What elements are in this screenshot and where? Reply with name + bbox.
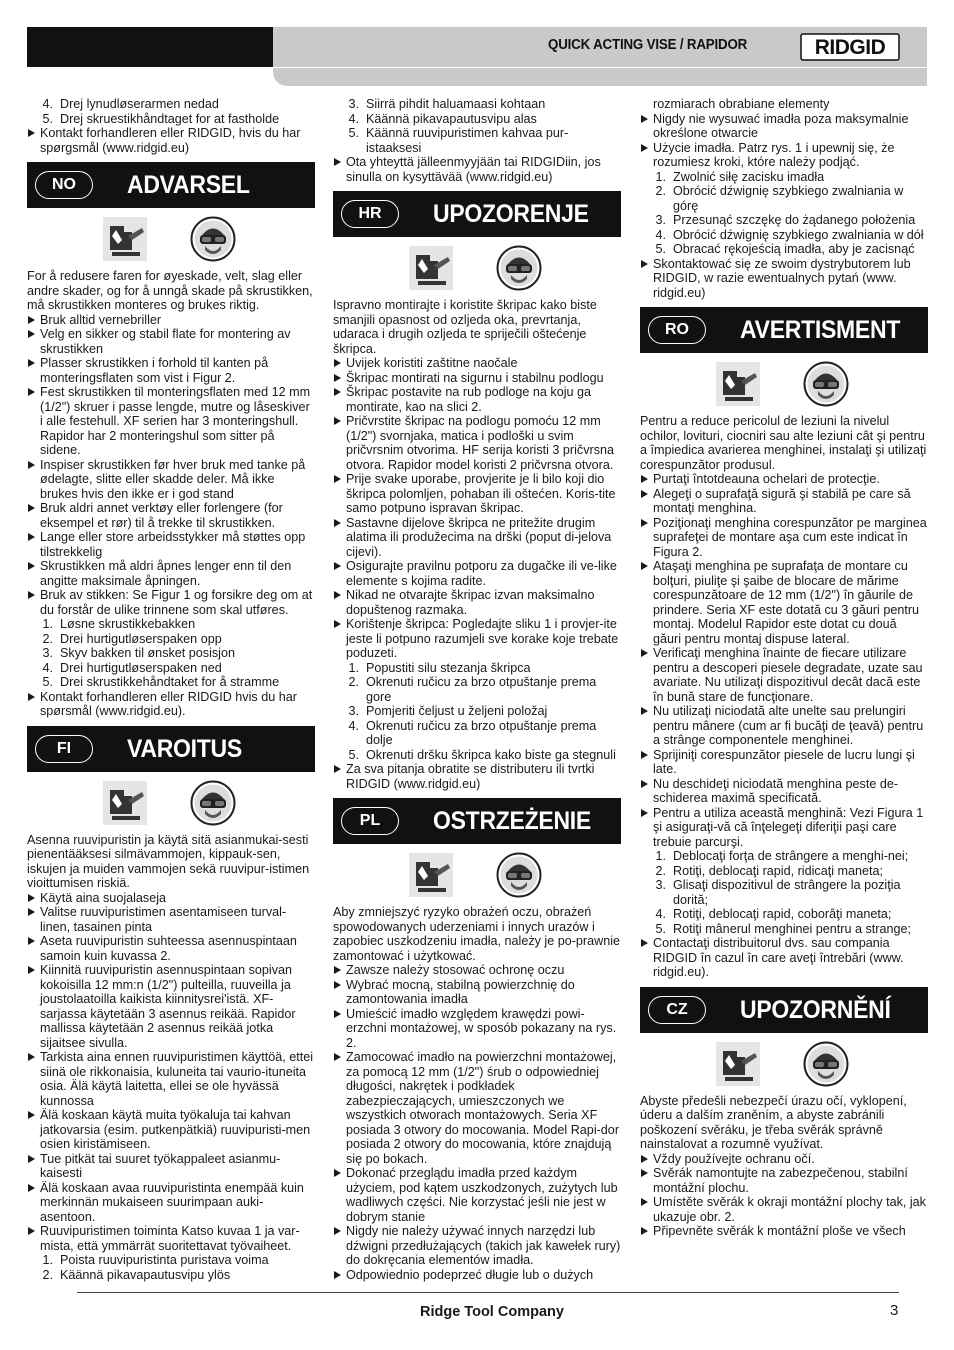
- bullet-item: Plasser skrustikken i forhold til kanten på monteringsflaten som vist i Figur 2.: [27, 356, 315, 385]
- bullet-item: Skontaktować się ze swoim dystrybutorem lub RIDGID, w razie ewentualnych pytań (www. ridgid.eu): [640, 257, 928, 301]
- paragraph: rozmiarach obrabiane elementy: [653, 97, 830, 111]
- bullet-item: Kontakt forhandleren eller RIDGID, hvis du har spørgsmål (www.ridgid.eu): [27, 126, 315, 155]
- safety-icons-row: [333, 850, 621, 902]
- vise-hand-warning-icon: [102, 216, 148, 262]
- numbered-step: [333, 704, 621, 719]
- header-black-block: [27, 27, 273, 67]
- step-text: Przesunąć szczękę do żądanego położenia: [673, 213, 916, 227]
- paragraph: Abyste předešli nebezpečí úrazu očí, vyklopení, úderu a dalším zraněním, a abyste zabránili poškození svěráku, je třeba svěrák správně nainstalovat a rozumně využívat.: [640, 1093, 907, 1151]
- bullet-item: Svěrák namontujte na zabezpečenou, stabilní montážní plochu.: [640, 1166, 928, 1195]
- step-text: Drej lynudløserarmen nedad: [60, 97, 219, 111]
- numbered-step: [640, 242, 928, 257]
- warning-section-bar: [27, 162, 315, 208]
- footer-company: Ridge Tool Company: [420, 1304, 564, 1320]
- safety-icons-row: [640, 359, 928, 411]
- ridgid-logo: [800, 33, 900, 61]
- numbered-step: [333, 97, 621, 112]
- bullet-item: Nigdy nie wysuwać imadła poza maksymalnie określone otwarcie: [640, 112, 928, 141]
- bullet-item: Valitse ruuvipuristimen asentamiseen turval-linen, tasainen pinta: [27, 905, 315, 934]
- bullet-item: Purtaţi întotdeauna ochelari de protecţie.: [640, 472, 928, 487]
- numbered-step: [640, 922, 928, 937]
- step-number: 3.: [348, 704, 359, 718]
- numbered-step: [640, 849, 928, 864]
- step-text: Glisaţi dispozitivul de strângere la poziţia dorită;: [673, 878, 901, 907]
- header-title: QUICK ACTING VISE / RAPIDOR: [548, 37, 748, 53]
- warning-heading: UPOZORENJE: [433, 200, 589, 228]
- numbered-step: [333, 661, 621, 676]
- bullet-item: Nigdy nie należy używać innych narzędzi lub dźwigni przedłużających (takich jak kawełek rury) do dokręcania elementów imadła.: [333, 1224, 621, 1268]
- step-text: Drei skrustikkehåndtaket for å stramme: [60, 675, 280, 689]
- bullet-item: Aseta ruuvipuristin suhteessa asennuspintaan samoin kuin kuvassa 2.: [27, 934, 315, 963]
- safety-icons-row: [27, 214, 315, 266]
- step-text: Siirrä pihdit haluamaasi kohtaan: [366, 97, 546, 111]
- warning-heading: AVERTISMENT: [740, 316, 901, 344]
- safety-icons-row: [333, 243, 621, 295]
- numbered-step: [640, 170, 928, 185]
- paragraph: For å redusere faren for øyeskade, velt, slag eller andre skader, og for å unngå skade på skrustikken, må skrustikken monteres og brukes riktig.: [27, 269, 313, 312]
- step-number: 2.: [655, 863, 666, 878]
- bullet-item: Osigurajte pravilnu potporu za dugačke ili ve-like elemente s kojima radite.: [333, 559, 621, 588]
- step-text: Poista ruuvipuristinta puristava voima: [60, 1253, 269, 1267]
- column-middle: [333, 97, 621, 1282]
- bullet-item: Škripac montirati na sigurnu i stabilnu podlogu: [333, 371, 621, 386]
- step-text: Käännä pikavapautusvipu ylös: [60, 1267, 231, 1282]
- step-number: 4.: [655, 907, 666, 921]
- numbered-step: [640, 184, 928, 213]
- step-text: Käännä pikavapautusvipu alas: [366, 111, 537, 126]
- warning-section-bar: [27, 726, 315, 772]
- bullet-item: Verificaţi menghina înainte de fiecare utilizare pentru a descoperi piesele degradate, uzate sau avariate. Nu utilizaţi dispozitivul decât dacă este în bună stare de funcţionare.: [640, 646, 928, 704]
- bullet-item: Älä koskaan käytä muita työkaluja tai kahvan jatkovarsia (esim. putkenpätkiä) ruuvipuristi-men osien kiristämiseen.: [27, 1108, 315, 1152]
- bullet-item: Bruk alltid vernebriller: [27, 313, 315, 328]
- step-number: 1.: [655, 169, 666, 184]
- vise-hand-warning-icon: [408, 245, 454, 291]
- step-text: Zwolnić siłę zacisku imadła: [673, 169, 825, 184]
- step-number: 1.: [42, 1253, 53, 1267]
- bullet-item: Ataşaţi menghina pe suprafaţa de montare cu bolţuri, piuliţe şi şaibe de blocare de mărime corespunzătoare de 12 mm (1/2") în găurile de prindere. Seria XF este dotată cu 3 găuri pentru montaj. Modelul Rapidor este dotat cu două găuri pentru montaj dispuse lateral.: [640, 559, 928, 646]
- step-number: 3.: [42, 646, 53, 660]
- safety-goggles-icon: [190, 216, 236, 262]
- step-text: Drei hurtigutløserspaken opp: [60, 631, 222, 646]
- header-grey-strip: [273, 68, 927, 86]
- step-text: Drej skruestikhåndtaget for at fastholde: [60, 111, 280, 126]
- step-number: 3.: [348, 97, 359, 111]
- step-number: 4.: [348, 718, 359, 733]
- step-text: Obrócić dźwignię szybkiego zwalniania w górę: [673, 184, 904, 213]
- bullet-item: Nu deschideţi niciodată menghina peste de-schiderea maximă specificată.: [640, 777, 928, 806]
- bullet-item: Bruk av stikken: Se Figur 1 og forsikre deg om at du forstår de ulike trinnene som skal utføres.: [27, 588, 315, 617]
- numbered-step: [27, 112, 315, 127]
- bullet-item: Użycie imadła. Patrz rys. 1 i upewnij się, że rozumiesz kroki, które należy podjąć.: [640, 141, 928, 170]
- step-number: 4.: [42, 660, 53, 675]
- bullet-item: Lange eller store arbeidsstykker må støttes opp tilstrekkelig: [27, 530, 315, 559]
- step-number: 1.: [42, 617, 53, 631]
- step-text: Skyv bakken til ønsket posisjon: [60, 646, 235, 660]
- bullet-item: Inspiser skrustikken før hver bruk med tanke på ødelagte, slitte eller skadde deler. Må ikke brukes hvis den ikke er i god stand: [27, 458, 315, 502]
- step-number: 5.: [42, 675, 53, 689]
- step-number: 2.: [42, 1267, 53, 1282]
- step-text: Deblocaţi forţa de strângere a menghi-nei;: [673, 849, 909, 863]
- numbered-step: [333, 675, 621, 704]
- bullet-item: Zamocować imadło na powierzchni montażowej, za pomocą 12 mm (1/2") śrub o odpowiedniej długości, nakrętek i podkładek zabezpieczających, umieszczonych we wszystkich otworach montażowych. Seria XF posiada 3 otwory do mocowania. Model Rapi-dor posiada 2 otwory do mocowania, które znajdują się po bokach.: [333, 1050, 621, 1166]
- step-number: 5.: [348, 126, 359, 140]
- numbered-step: [333, 748, 621, 763]
- bullet-item: Tue pitkät tai suuret työkappaleet asianmu-kaisesti: [27, 1152, 315, 1181]
- paragraph: Aby zmniejszyć ryzyko obrażeń oczu, obrażeń spowodowanych uderzeniami i innych urazów i zapobiec uszkodzeniu imadła, należy je po-prawnie zamontować i użytkować.: [333, 905, 621, 963]
- safety-goggles-icon: [496, 852, 542, 898]
- numbered-step: [640, 907, 928, 922]
- bullet-item: Korištenje škripca: Pogledajte sliku 1 i provjer-ite jeste li potpuno razumjeli sve korake koje trebate poduzeti.: [333, 617, 621, 661]
- bullet-item: Ota yhteyttä jälleenmyyjään tai RIDGIDiin, jos sinulla on kysyttävää (www.ridgid.eu): [333, 155, 621, 184]
- column-left: [27, 97, 315, 1282]
- language-code-badge: PL: [341, 807, 399, 835]
- paragraph: Asenna ruuvipuristin ja käytä sitä asianmukai-sesti pienentääksesi silmävammojen, kippauk-sen, iskujen ja muiden vammojen sekä ruuvipur-istimen vioittumisen riskiä.: [27, 832, 310, 890]
- vise-hand-warning-icon: [408, 852, 454, 898]
- bullet-item: Vždy používejte ochranu očí.: [640, 1152, 928, 1167]
- column-right: [640, 97, 928, 1239]
- numbered-step: [27, 617, 315, 632]
- bullet-item: Fest skrustikken til monteringsflaten med 12 mm (1/2") skruer i passe lengde, mutre og låseskiver i alle festehull. XF serien har 3 monteringshull. Rapidor har 2 monteringshul som sitter på sidene.: [27, 385, 315, 458]
- step-number: 3.: [655, 213, 666, 227]
- safety-icons-row: [640, 1039, 928, 1091]
- warning-heading: VAROITUS: [127, 734, 242, 763]
- bullet-item: Nikad ne otvarajte škripac izvan maksimalno dopuštenog razmaka.: [333, 588, 621, 617]
- warning-heading: ADVARSEL: [127, 171, 250, 199]
- warning-heading: OSTRZEŻENIE: [433, 807, 591, 835]
- step-number: 2.: [42, 631, 53, 646]
- numbered-step: [27, 1268, 315, 1283]
- step-number: 4.: [348, 111, 359, 126]
- bullet-item: Tarkista aina ennen ruuvipuristimen käyttöä, ettei siinä ole rikkonaisia, kuluneita tai vaurio-ituneita osia. Älä käytä laitetta, ellei se ole hyvässä kunnossa: [27, 1050, 315, 1108]
- bullet-item: Kiinnitä ruuvipuristin asennuspintaan sopivan kokoisilla 12 mm:n (1/2") pulteilla, ruuveilla ja joustolaatoilla kaikista kiinnitysrei'istä. XF-sarjassa käytetään 3 asennus reikää. Rapidor mallissa käytetään 2 asennus reikää jotka sijaitsee sivulla.: [27, 963, 315, 1050]
- step-text: Løsne skrustikkebakken: [60, 617, 196, 631]
- bullet-item: Pričvrstite škripac na podlogu pomoću 12 mm (1/2") svornjaka, matica i podloški u svim pričvrsnim otvorima. HF serija koristi 3 pričvrsna otvora. Rapidor model koristi 2 pričvrsna otvora.: [333, 414, 621, 472]
- step-number: 3.: [655, 878, 666, 892]
- bullet-item: Sprijiniţi corespunzător piesele de lucru lungi şi late.: [640, 748, 928, 777]
- step-number: 5.: [655, 921, 666, 936]
- numbered-step: [27, 1253, 315, 1268]
- numbered-step: [27, 632, 315, 647]
- numbered-step: [640, 864, 928, 879]
- svg-text:RIDGID: RIDGID: [814, 36, 886, 59]
- bullet-item: Sastavne dijelove škripca ne pritežite drugim alatima ili produžecima na drški (poput di-jelova cijevi).: [333, 516, 621, 560]
- bullet-item: Pentru a utiliza această menghină: Vezi Figura 1 şi asiguraţi-vă că înţelegeţi diferiţii paşi care trebuie parcurşi.: [640, 806, 928, 850]
- step-text: Okrenuti ručicu za brzo otpuštanje prema gore: [366, 675, 597, 704]
- bullet-item: Škripac postavite na rub podloge na koju ga montirate, kao na slici 2.: [333, 385, 621, 414]
- bullet-item: Připevněte svěrák k montážní ploše ve všech: [640, 1224, 928, 1239]
- step-text: Rotiţi mânerul menghinei pentru a strange;: [673, 921, 912, 936]
- bullet-item: Zawsze należy stosować ochronę oczu: [333, 963, 621, 978]
- bullet-item: Umieścić imadło względem krawędzi powi-erzchni montażowej, w sposób pokazany na rys. 2.: [333, 1007, 621, 1051]
- warning-section-bar: [333, 798, 621, 844]
- step-number: 4.: [42, 97, 53, 111]
- bullet-item: Bruk aldri annet verktøy eller forlengere (for eksempel et rør) til å trekke til skrustikken.: [27, 501, 315, 530]
- bullet-item: Contactaţi distribuitorul dvs. sau compania RIDGID în cazul în care aveţi întrebări (www. ridgid.eu).: [640, 936, 928, 980]
- step-text: Okrenuti ručicu za brzo otpuštanje prema dolje: [366, 718, 597, 747]
- bullet-item: Umístěte svěrák k okraji montážní plochy tak, jak ukazuje obr. 2.: [640, 1195, 928, 1224]
- footer-rule: [77, 1292, 899, 1293]
- step-number: 5.: [42, 111, 53, 126]
- step-text: Okrenuti dršku škripca kako biste ga stegnuli: [366, 747, 616, 762]
- safety-goggles-icon: [803, 361, 849, 407]
- warning-heading: UPOZORNĚNÍ: [740, 995, 891, 1024]
- numbered-step: [333, 112, 621, 127]
- vise-hand-warning-icon: [102, 780, 148, 826]
- safety-goggles-icon: [803, 1041, 849, 1087]
- paragraph: Ispravno montirajte i koristite škripac kako biste smanjili opasnost od ozljeda oka, prevrtanja, udaraca i drugih ozljeda te spriječili oštećenje škripca.: [333, 298, 597, 356]
- step-text: Obrócić dźwignię szybkiego zwalniania w dół: [673, 227, 924, 242]
- step-text: Rotiţi, deblocaţi rapid, coborâţi maneta;: [673, 907, 892, 921]
- warning-section-bar: [333, 191, 621, 237]
- language-code-badge: FI: [35, 735, 93, 763]
- step-text: Pomjeriti čeljust u željeni položaj: [366, 704, 548, 718]
- safety-icons-row: [27, 778, 315, 830]
- bullet-item: Alegeţi o suprafaţă sigură şi stabilă pe care să montaţi menghina.: [640, 487, 928, 516]
- bullet-item: Dokonać przeglądu imadła przed każdym użyciem, pod kątem uszkodzonych, zużytych lub wadliwych części. Nie korzystać jeśli nie jest w dobrym stanie: [333, 1166, 621, 1224]
- step-number: 1.: [348, 660, 359, 675]
- bullet-item: Uvijek koristiti zaštitne naočale: [333, 356, 621, 371]
- numbered-step: [27, 661, 315, 676]
- bullet-item: Ruuvipuristimen toiminta Katso kuvaa 1 ja var-mista, että ymmärrät suoritettavat työvaiheet.: [27, 1224, 315, 1253]
- step-number: 1.: [655, 849, 666, 863]
- step-text: Popustiti silu stezanja škripca: [366, 660, 531, 675]
- vise-hand-warning-icon: [715, 361, 761, 407]
- numbered-step: [27, 646, 315, 661]
- bullet-item: Käytä aina suojalaseja: [27, 891, 315, 906]
- bullet-item: Älä koskaan avaa ruuvipuristinta enempää kuin merkinnän mukaiseen suurimpaan auki-asentoon.: [27, 1181, 315, 1225]
- numbered-step: [333, 126, 621, 155]
- numbered-step: [640, 228, 928, 243]
- bullet-item: Wybrać mocną, stabilną powierzchnię do zamontowania imadła: [333, 978, 621, 1007]
- step-number: 2.: [348, 675, 359, 689]
- bullet-item: Velg en sikker og stabil flate for montering av skrustikken: [27, 327, 315, 356]
- safety-goggles-icon: [496, 245, 542, 291]
- bullet-item: Skrustikken må aldri åpnes lenger enn til den angitte maksimale åpningen.: [27, 559, 315, 588]
- page-number: 3: [890, 1302, 899, 1319]
- language-code-badge: NO: [35, 171, 93, 199]
- warning-section-bar: [640, 987, 928, 1033]
- step-number: 4.: [655, 227, 666, 242]
- bullet-item: Odpowiednio podeprzeć długie lub o dużych: [333, 1268, 621, 1283]
- step-text: Rotiţi, deblocaţi rapid, ridicaţi maneta;: [673, 863, 883, 878]
- language-code-badge: HR: [341, 200, 399, 228]
- step-number: 5.: [348, 747, 359, 762]
- language-code-badge: CZ: [648, 996, 706, 1024]
- numbered-step: [333, 719, 621, 748]
- safety-goggles-icon: [190, 780, 236, 826]
- numbered-step: [640, 213, 928, 228]
- step-number: 2.: [655, 184, 666, 198]
- step-text: Obracać rękojeścią imadła, aby je zacisnąć: [673, 242, 915, 256]
- bullet-item: Za sva pitanja obratite se distributeru ili tvrtki RIDGID (www.ridgid.eu): [333, 762, 621, 791]
- step-text: Käännä ruuvipuristimen kahvaa pur-istaaksesi: [366, 126, 569, 155]
- paragraph: Pentru a reduce pericolul de leziuni la nivelul ochilor, lovituri, ciocniri sau alte leziuni cât şi pentru a împiedica avarierea menghinei, instalaţi şi utilizaţi corespunzător produsul.: [640, 414, 927, 472]
- bullet-item: Prije svake uporabe, provjerite je li bilo koji dio škripca polomljen, pohaban ili oštećen. Koris-tite samo potpuno ispravan škripac.: [333, 472, 621, 516]
- step-number: 5.: [655, 242, 666, 256]
- language-code-badge: RO: [648, 316, 706, 344]
- bullet-item: Poziţionaţi menghina corespunzător pe marginea suprafeţei de montare aşa cum este indicat în Figura 2.: [640, 516, 928, 560]
- bullet-item: Nu utilizaţi niciodată alte unelte sau prelungiri pentru mânere (cum ar fi bucăţi de ţeavă) pentru a strânge componentele menghinei.: [640, 704, 928, 748]
- numbered-step: [27, 97, 315, 112]
- bullet-item: Kontakt forhandleren eller RIDGID hvis du har spørsmål (www.ridgid.eu).: [27, 690, 315, 719]
- vise-hand-warning-icon: [715, 1041, 761, 1087]
- numbered-step: [27, 675, 315, 690]
- warning-section-bar: [640, 307, 928, 353]
- step-text: Drei hurtigutløserspaken ned: [60, 660, 222, 675]
- numbered-step: [640, 878, 928, 907]
